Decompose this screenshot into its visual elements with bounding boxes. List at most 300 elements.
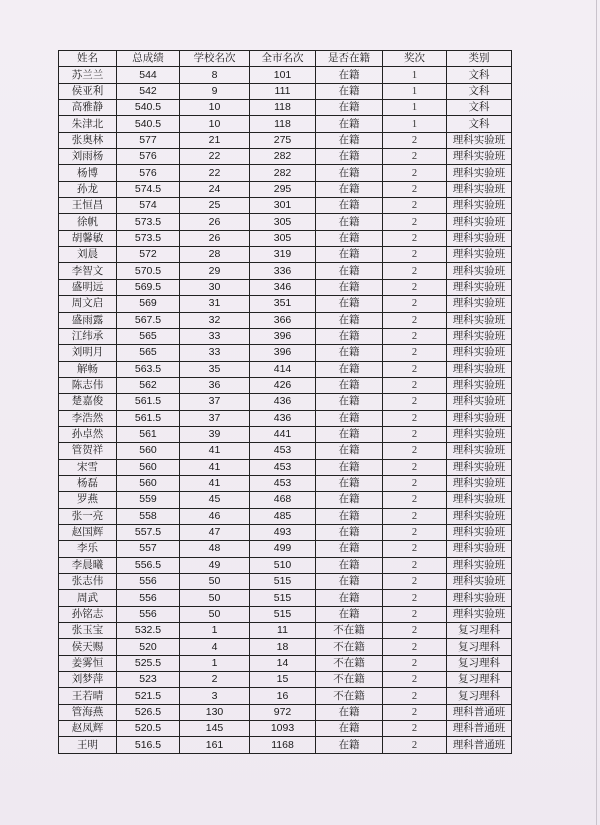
cell-enrollment: 在籍 <box>316 328 383 344</box>
cell-category: 理科实验班 <box>447 426 512 442</box>
cell-total-score: 560 <box>117 475 180 491</box>
cell-award-level: 2 <box>383 312 447 328</box>
cell-total-score: 558 <box>117 508 180 524</box>
cell-total-score: 577 <box>117 132 180 148</box>
cell-name: 王明 <box>59 737 117 753</box>
table-row <box>59 704 512 720</box>
cell-award-level: 2 <box>383 475 447 491</box>
cell-total-score: 556 <box>117 590 180 606</box>
page-edge <box>596 0 597 825</box>
cell-total-score: 532.5 <box>117 623 180 639</box>
cell-total-score: 572 <box>117 247 180 263</box>
table-row <box>59 475 512 491</box>
cell-city-rank: 301 <box>250 198 316 214</box>
cell-enrollment: 在籍 <box>316 198 383 214</box>
table-row <box>59 296 512 312</box>
cell-school-rank: 28 <box>180 247 250 263</box>
cell-name: 管海燕 <box>59 704 117 720</box>
cell-enrollment: 不在籍 <box>316 623 383 639</box>
table-row <box>59 149 512 165</box>
cell-school-rank: 39 <box>180 426 250 442</box>
cell-total-score: 562 <box>117 377 180 393</box>
cell-school-rank: 41 <box>180 459 250 475</box>
cell-city-rank: 18 <box>250 639 316 655</box>
cell-total-score: 567.5 <box>117 312 180 328</box>
cell-school-rank: 26 <box>180 230 250 246</box>
cell-enrollment: 不在籍 <box>316 639 383 655</box>
cell-category: 文科 <box>447 116 512 132</box>
table-body <box>59 67 512 753</box>
cell-enrollment: 在籍 <box>316 557 383 573</box>
cell-enrollment: 在籍 <box>316 394 383 410</box>
cell-name: 杨磊 <box>59 475 117 491</box>
table-row <box>59 574 512 590</box>
cell-enrollment: 在籍 <box>316 737 383 753</box>
cell-school-rank: 1 <box>180 655 250 671</box>
cell-category: 理科实验班 <box>447 590 512 606</box>
cell-enrollment: 在籍 <box>316 279 383 295</box>
cell-city-rank: 346 <box>250 279 316 295</box>
cell-name: 楚嘉俊 <box>59 394 117 410</box>
cell-name: 孙龙 <box>59 181 117 197</box>
cell-school-rank: 33 <box>180 345 250 361</box>
cell-name: 王若晴 <box>59 688 117 704</box>
cell-enrollment: 在籍 <box>316 541 383 557</box>
cell-total-score: 556 <box>117 606 180 622</box>
cell-award-level: 2 <box>383 541 447 557</box>
cell-enrollment: 在籍 <box>316 247 383 263</box>
cell-name: 管贺祥 <box>59 443 117 459</box>
cell-category: 理科实验班 <box>447 492 512 508</box>
cell-award-level: 2 <box>383 426 447 442</box>
header-category: 类别 <box>447 51 512 67</box>
cell-award-level: 2 <box>383 296 447 312</box>
cell-total-score: 576 <box>117 149 180 165</box>
cell-city-rank: 396 <box>250 328 316 344</box>
cell-school-rank: 35 <box>180 361 250 377</box>
table-row <box>59 688 512 704</box>
cell-category: 理科实验班 <box>447 410 512 426</box>
cell-enrollment: 在籍 <box>316 165 383 181</box>
cell-total-score: 516.5 <box>117 737 180 753</box>
cell-name: 李智文 <box>59 263 117 279</box>
cell-total-score: 573.5 <box>117 230 180 246</box>
cell-total-score: 559 <box>117 492 180 508</box>
cell-category: 理科实验班 <box>447 181 512 197</box>
cell-city-rank: 485 <box>250 508 316 524</box>
cell-total-score: 540.5 <box>117 116 180 132</box>
cell-city-rank: 436 <box>250 410 316 426</box>
cell-city-rank: 499 <box>250 541 316 557</box>
cell-award-level: 2 <box>383 410 447 426</box>
cell-award-level: 2 <box>383 165 447 181</box>
table-row <box>59 214 512 230</box>
cell-total-score: 526.5 <box>117 704 180 720</box>
cell-category: 理科实验班 <box>447 296 512 312</box>
cell-enrollment: 在籍 <box>316 508 383 524</box>
cell-category: 文科 <box>447 83 512 99</box>
cell-category: 理科实验班 <box>447 475 512 491</box>
table-row <box>59 230 512 246</box>
cell-enrollment: 在籍 <box>316 721 383 737</box>
cell-school-rank: 41 <box>180 443 250 459</box>
table-row <box>59 83 512 99</box>
cell-category: 理科实验班 <box>447 394 512 410</box>
cell-name: 周武 <box>59 590 117 606</box>
cell-school-rank: 47 <box>180 524 250 540</box>
table-row <box>59 623 512 639</box>
cell-name: 李乐 <box>59 541 117 557</box>
cell-city-rank: 414 <box>250 361 316 377</box>
cell-award-level: 2 <box>383 639 447 655</box>
table-row <box>59 312 512 328</box>
cell-total-score: 563.5 <box>117 361 180 377</box>
cell-name: 孙卓然 <box>59 426 117 442</box>
table-row <box>59 541 512 557</box>
cell-name: 盛明远 <box>59 279 117 295</box>
cell-school-rank: 8 <box>180 67 250 83</box>
cell-category: 理科实验班 <box>447 443 512 459</box>
cell-school-rank: 50 <box>180 574 250 590</box>
cell-enrollment: 不在籍 <box>316 655 383 671</box>
cell-name: 刘梦萍 <box>59 672 117 688</box>
cell-city-rank: 453 <box>250 443 316 459</box>
table-row <box>59 639 512 655</box>
cell-total-score: 565 <box>117 345 180 361</box>
cell-city-rank: 14 <box>250 655 316 671</box>
cell-city-rank: 305 <box>250 230 316 246</box>
cell-award-level: 2 <box>383 394 447 410</box>
cell-category: 复习理科 <box>447 688 512 704</box>
table-row <box>59 361 512 377</box>
cell-category: 理科实验班 <box>447 574 512 590</box>
cell-city-rank: 16 <box>250 688 316 704</box>
cell-name: 江纬承 <box>59 328 117 344</box>
cell-city-rank: 275 <box>250 132 316 148</box>
cell-enrollment: 在籍 <box>316 116 383 132</box>
cell-name: 高雅静 <box>59 100 117 116</box>
cell-name: 杨博 <box>59 165 117 181</box>
table-row <box>59 116 512 132</box>
cell-city-rank: 510 <box>250 557 316 573</box>
cell-school-rank: 33 <box>180 328 250 344</box>
cell-award-level: 2 <box>383 688 447 704</box>
cell-enrollment: 在籍 <box>316 426 383 442</box>
cell-enrollment: 在籍 <box>316 704 383 720</box>
cell-name: 胡馨敏 <box>59 230 117 246</box>
cell-award-level: 2 <box>383 279 447 295</box>
cell-total-score: 556.5 <box>117 557 180 573</box>
cell-enrollment: 在籍 <box>316 459 383 475</box>
cell-award-level: 2 <box>383 345 447 361</box>
cell-category: 理科实验班 <box>447 247 512 263</box>
cell-city-rank: 515 <box>250 590 316 606</box>
cell-school-rank: 22 <box>180 165 250 181</box>
cell-name: 陈志伟 <box>59 377 117 393</box>
cell-category: 理科实验班 <box>447 165 512 181</box>
cell-total-score: 544 <box>117 67 180 83</box>
cell-enrollment: 不在籍 <box>316 688 383 704</box>
cell-city-rank: 366 <box>250 312 316 328</box>
table-row <box>59 279 512 295</box>
cell-school-rank: 49 <box>180 557 250 573</box>
cell-name: 姜雾恒 <box>59 655 117 671</box>
cell-name: 刘雨杨 <box>59 149 117 165</box>
cell-category: 理科实验班 <box>447 606 512 622</box>
cell-award-level: 2 <box>383 623 447 639</box>
cell-school-rank: 50 <box>180 606 250 622</box>
cell-award-level: 2 <box>383 328 447 344</box>
cell-award-level: 2 <box>383 361 447 377</box>
cell-city-rank: 426 <box>250 377 316 393</box>
cell-total-score: 574 <box>117 198 180 214</box>
cell-school-rank: 10 <box>180 100 250 116</box>
cell-category: 理科实验班 <box>447 198 512 214</box>
table-row <box>59 100 512 116</box>
cell-enrollment: 在籍 <box>316 181 383 197</box>
cell-total-score: 574.5 <box>117 181 180 197</box>
cell-category: 理科实验班 <box>447 214 512 230</box>
cell-category: 理科普通班 <box>447 704 512 720</box>
cell-category: 理科实验班 <box>447 230 512 246</box>
cell-school-rank: 30 <box>180 279 250 295</box>
cell-school-rank: 37 <box>180 410 250 426</box>
cell-category: 理科实验班 <box>447 132 512 148</box>
table-row <box>59 590 512 606</box>
cell-award-level: 2 <box>383 574 447 590</box>
cell-enrollment: 在籍 <box>316 475 383 491</box>
cell-award-level: 1 <box>383 116 447 132</box>
cell-category: 理科实验班 <box>447 312 512 328</box>
cell-total-score: 560 <box>117 459 180 475</box>
cell-city-rank: 515 <box>250 606 316 622</box>
cell-name: 苏兰兰 <box>59 67 117 83</box>
cell-award-level: 2 <box>383 247 447 263</box>
cell-category: 复习理科 <box>447 672 512 688</box>
table-row <box>59 459 512 475</box>
cell-city-rank: 493 <box>250 524 316 540</box>
header-award-level: 奖次 <box>383 51 447 67</box>
cell-school-rank: 145 <box>180 721 250 737</box>
cell-total-score: 570.5 <box>117 263 180 279</box>
cell-award-level: 1 <box>383 100 447 116</box>
cell-name: 侯亚利 <box>59 83 117 99</box>
cell-school-rank: 32 <box>180 312 250 328</box>
cell-enrollment: 在籍 <box>316 361 383 377</box>
cell-category: 理科实验班 <box>447 361 512 377</box>
table-row <box>59 394 512 410</box>
cell-category: 复习理科 <box>447 623 512 639</box>
cell-name: 李浩然 <box>59 410 117 426</box>
cell-name: 罗燕 <box>59 492 117 508</box>
cell-city-rank: 282 <box>250 165 316 181</box>
cell-enrollment: 在籍 <box>316 524 383 540</box>
cell-name: 盛雨露 <box>59 312 117 328</box>
header-school-rank: 学校名次 <box>180 51 250 67</box>
cell-school-rank: 29 <box>180 263 250 279</box>
cell-category: 理科普通班 <box>447 721 512 737</box>
table-row <box>59 737 512 753</box>
cell-school-rank: 1 <box>180 623 250 639</box>
cell-total-score: 569.5 <box>117 279 180 295</box>
cell-enrollment: 在籍 <box>316 296 383 312</box>
cell-city-rank: 1168 <box>250 737 316 753</box>
cell-name: 赵国辉 <box>59 524 117 540</box>
table-row <box>59 426 512 442</box>
cell-school-rank: 46 <box>180 508 250 524</box>
table-row <box>59 410 512 426</box>
table-row <box>59 198 512 214</box>
cell-total-score: 557.5 <box>117 524 180 540</box>
cell-city-rank: 515 <box>250 574 316 590</box>
cell-enrollment: 在籍 <box>316 230 383 246</box>
table-row <box>59 492 512 508</box>
cell-award-level: 2 <box>383 737 447 753</box>
cell-enrollment: 在籍 <box>316 443 383 459</box>
cell-school-rank: 37 <box>180 394 250 410</box>
cell-total-score: 542 <box>117 83 180 99</box>
cell-name: 张奥林 <box>59 132 117 148</box>
cell-city-rank: 118 <box>250 116 316 132</box>
cell-award-level: 2 <box>383 557 447 573</box>
cell-school-rank: 50 <box>180 590 250 606</box>
cell-city-rank: 396 <box>250 345 316 361</box>
cell-name: 赵凤辉 <box>59 721 117 737</box>
cell-city-rank: 436 <box>250 394 316 410</box>
cell-category: 理科实验班 <box>447 279 512 295</box>
table-row <box>59 328 512 344</box>
cell-enrollment: 在籍 <box>316 312 383 328</box>
cell-award-level: 1 <box>383 83 447 99</box>
cell-category: 理科实验班 <box>447 524 512 540</box>
table-row <box>59 165 512 181</box>
cell-award-level: 2 <box>383 606 447 622</box>
cell-city-rank: 351 <box>250 296 316 312</box>
cell-award-level: 2 <box>383 508 447 524</box>
cell-city-rank: 972 <box>250 704 316 720</box>
table-row <box>59 557 512 573</box>
cell-name: 朱津北 <box>59 116 117 132</box>
cell-category: 理科实验班 <box>447 263 512 279</box>
cell-enrollment: 在籍 <box>316 132 383 148</box>
cell-school-rank: 3 <box>180 688 250 704</box>
cell-school-rank: 41 <box>180 475 250 491</box>
cell-school-rank: 22 <box>180 149 250 165</box>
cell-enrollment: 在籍 <box>316 214 383 230</box>
cell-award-level: 2 <box>383 263 447 279</box>
cell-city-rank: 15 <box>250 672 316 688</box>
cell-award-level: 1 <box>383 67 447 83</box>
cell-enrollment: 在籍 <box>316 67 383 83</box>
cell-school-rank: 48 <box>180 541 250 557</box>
cell-school-rank: 130 <box>180 704 250 720</box>
cell-city-rank: 441 <box>250 426 316 442</box>
cell-name: 周文启 <box>59 296 117 312</box>
header-enrollment: 是否在籍 <box>316 51 383 67</box>
cell-award-level: 2 <box>383 149 447 165</box>
cell-award-level: 2 <box>383 459 447 475</box>
cell-city-rank: 111 <box>250 83 316 99</box>
cell-city-rank: 319 <box>250 247 316 263</box>
cell-category: 理科实验班 <box>447 508 512 524</box>
cell-name: 张玉宝 <box>59 623 117 639</box>
cell-city-rank: 336 <box>250 263 316 279</box>
cell-name: 刘明月 <box>59 345 117 361</box>
cell-city-rank: 453 <box>250 459 316 475</box>
cell-total-score: 561.5 <box>117 394 180 410</box>
table-row <box>59 263 512 279</box>
cell-total-score: 520.5 <box>117 721 180 737</box>
table-row <box>59 443 512 459</box>
cell-award-level: 2 <box>383 704 447 720</box>
table-row <box>59 132 512 148</box>
cell-award-level: 2 <box>383 198 447 214</box>
table-row <box>59 524 512 540</box>
cell-total-score: 525.5 <box>117 655 180 671</box>
header-city-rank: 全市名次 <box>250 51 316 67</box>
cell-total-score: 576 <box>117 165 180 181</box>
cell-category: 理科实验班 <box>447 459 512 475</box>
cell-city-rank: 11 <box>250 623 316 639</box>
cell-category: 理科实验班 <box>447 541 512 557</box>
cell-school-rank: 21 <box>180 132 250 148</box>
cell-city-rank: 453 <box>250 475 316 491</box>
table-header-row <box>59 51 512 67</box>
table-row <box>59 247 512 263</box>
cell-award-level: 2 <box>383 132 447 148</box>
cell-enrollment: 不在籍 <box>316 672 383 688</box>
cell-award-level: 2 <box>383 181 447 197</box>
cell-school-rank: 2 <box>180 672 250 688</box>
cell-category: 理科实验班 <box>447 328 512 344</box>
cell-category: 理科实验班 <box>447 557 512 573</box>
cell-total-score: 521.5 <box>117 688 180 704</box>
cell-total-score: 556 <box>117 574 180 590</box>
cell-city-rank: 295 <box>250 181 316 197</box>
cell-category: 文科 <box>447 100 512 116</box>
table-row <box>59 67 512 83</box>
cell-award-level: 2 <box>383 230 447 246</box>
cell-award-level: 2 <box>383 377 447 393</box>
cell-school-rank: 36 <box>180 377 250 393</box>
cell-enrollment: 在籍 <box>316 149 383 165</box>
cell-award-level: 2 <box>383 721 447 737</box>
cell-city-rank: 282 <box>250 149 316 165</box>
cell-enrollment: 在籍 <box>316 377 383 393</box>
cell-category: 文科 <box>447 67 512 83</box>
cell-school-rank: 4 <box>180 639 250 655</box>
header-total-score: 总成绩 <box>117 51 180 67</box>
cell-name: 张一亮 <box>59 508 117 524</box>
cell-city-rank: 118 <box>250 100 316 116</box>
cell-enrollment: 在籍 <box>316 492 383 508</box>
cell-enrollment: 在籍 <box>316 100 383 116</box>
cell-enrollment: 在籍 <box>316 606 383 622</box>
table-row <box>59 655 512 671</box>
cell-name: 王恒昌 <box>59 198 117 214</box>
cell-school-rank: 26 <box>180 214 250 230</box>
cell-school-rank: 9 <box>180 83 250 99</box>
table-row <box>59 606 512 622</box>
cell-category: 理科实验班 <box>447 377 512 393</box>
cell-total-score: 573.5 <box>117 214 180 230</box>
cell-total-score: 560 <box>117 443 180 459</box>
cell-category: 理科实验班 <box>447 149 512 165</box>
cell-school-rank: 10 <box>180 116 250 132</box>
cell-name: 孙铭志 <box>59 606 117 622</box>
cell-city-rank: 1093 <box>250 721 316 737</box>
cell-school-rank: 31 <box>180 296 250 312</box>
